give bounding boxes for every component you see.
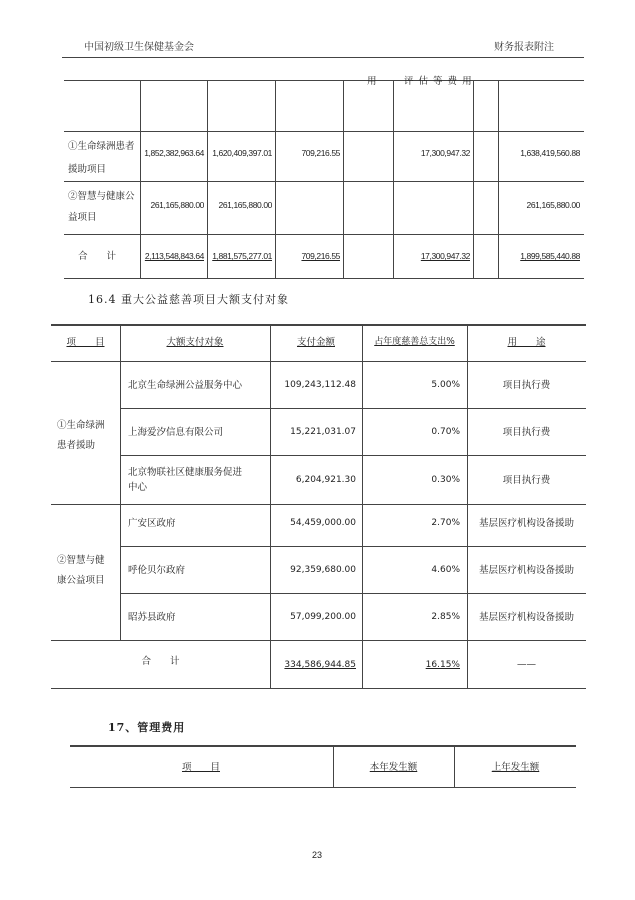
column-header-amount: 支付金额 (296, 337, 335, 348)
divider (120, 546, 586, 547)
column-header-project: 项 目 (66, 337, 105, 348)
divider (64, 181, 584, 182)
payee-name: 呼伦贝尔政府 (128, 565, 186, 576)
divider (51, 504, 586, 505)
payee-name (128, 465, 268, 495)
row-label (68, 139, 140, 177)
project-label-line: 患者援助 (57, 440, 96, 451)
table-cell: 1,620,409,397.01 (212, 148, 272, 158)
row-label-line: ②智慧与健康公 (68, 191, 135, 202)
column-header-prior-year: 上年发生额 (491, 762, 540, 773)
divider (70, 745, 576, 747)
table-cell: 2,113,548,843.64 (144, 251, 204, 261)
payment-amount: 6,204,921.30 (295, 475, 356, 485)
payee-name-line: 北京物联社区健康服务促进 (128, 467, 243, 478)
table-cell: 1,899,585,440.88 (520, 251, 580, 261)
divider (498, 80, 499, 278)
column-header-current-year: 本年发生额 (369, 762, 418, 773)
divider (275, 80, 276, 278)
divider (64, 234, 584, 235)
row-label-line: 益项目 (68, 212, 97, 223)
divider (270, 324, 271, 688)
total-label: 合 计 (78, 251, 117, 262)
table-cell: 1,881,575,277.01 (212, 251, 272, 261)
row-label (68, 189, 140, 225)
payee-name: 广安区政府 (128, 518, 176, 529)
divider (393, 80, 394, 278)
payment-percent: 5.00% (431, 380, 460, 390)
header-divider (62, 57, 584, 58)
divider (51, 640, 586, 641)
payment-use: 基层医疗机构设备援助 (478, 612, 574, 623)
payment-amount: 109,243,112.48 (284, 380, 356, 390)
payment-amount: 57,099,200.00 (290, 612, 356, 622)
divider (51, 688, 586, 689)
table-cell: 1,638,419,560.88 (520, 148, 580, 158)
table-cell: 17,300,947.32 (420, 148, 470, 158)
divider (120, 455, 586, 456)
payment-use: 项目执行费 (502, 427, 551, 438)
column-header-use: 用 途 (507, 337, 546, 348)
payment-percent: 4.60% (431, 565, 460, 575)
payment-amount: 15,221,031.07 (290, 427, 356, 437)
divider (51, 324, 586, 326)
divider (51, 361, 586, 362)
column-header-fragment: 用 (367, 76, 377, 87)
project-label-line: ①生命绿洲 (57, 420, 105, 431)
column-header-payee: 大额支付对象 (166, 337, 224, 348)
divider (120, 324, 121, 640)
divider (64, 131, 584, 132)
total-use: —— (517, 659, 536, 670)
payment-percent: 2.70% (431, 518, 460, 528)
column-header-fragment: 评 估 等 费 用 (404, 76, 473, 87)
section-heading: 16.4 重大公益慈善项目大额支付对象 (88, 293, 289, 306)
row-label-line: ①生命绿洲患者 (68, 141, 135, 152)
total-label: 合 计 (141, 656, 180, 667)
table-cell: 17,300,947.32 (420, 251, 470, 261)
header-doc-section: 财务报表附注 (494, 42, 554, 53)
divider (64, 80, 584, 81)
project-label (57, 418, 119, 453)
payment-use: 项目执行费 (502, 475, 551, 486)
total-amount: 334,586,944.85 (284, 660, 356, 670)
header-org-name: 中国初级卫生保健基金会 (84, 42, 194, 53)
divider (343, 80, 344, 278)
table-cell: 261,165,880.00 (150, 200, 204, 210)
payment-use: 项目执行费 (502, 380, 551, 391)
payee-name: 上海爱汐信息有限公司 (128, 427, 224, 438)
section-heading: 17、管理费用 (108, 721, 186, 734)
payment-use: 基层医疗机构设备援助 (478, 565, 574, 576)
table-cell: 709,216.55 (301, 251, 340, 261)
divider (70, 787, 576, 788)
divider (140, 80, 141, 278)
column-header-project: 项 目 (181, 762, 220, 773)
table-cell: 709,216.55 (301, 148, 340, 158)
column-header-percent: 占年度慈善总支出% (374, 337, 455, 347)
payment-amount: 92,359,680.00 (290, 565, 356, 575)
divider (64, 278, 584, 279)
payment-percent: 0.70% (431, 427, 460, 437)
row-label-line: 援助项目 (68, 164, 107, 175)
divider (120, 408, 586, 409)
payment-amount: 54,459,000.00 (290, 518, 356, 528)
payment-percent: 2.85% (431, 612, 460, 622)
payee-name-line: 中心 (128, 482, 148, 493)
table-cell: 261,165,880.00 (218, 200, 272, 210)
divider (120, 593, 586, 594)
project-label-line: ②智慧与健 (57, 555, 105, 566)
page-number: 23 (312, 850, 323, 860)
table-cell: 261,165,880.00 (526, 200, 580, 210)
project-label-line: 康公益项目 (57, 575, 105, 586)
payee-name: 昭苏县政府 (128, 612, 176, 623)
divider (207, 80, 208, 278)
payment-percent: 0.30% (431, 475, 460, 485)
divider (362, 324, 363, 688)
divider (473, 80, 474, 278)
table-cell: 1,852,382,963.64 (144, 148, 204, 158)
payee-name: 北京生命绿洲公益服务中心 (128, 380, 243, 391)
project-label (57, 553, 119, 588)
total-percent: 16.15% (425, 660, 460, 670)
payment-use: 基层医疗机构设备援助 (478, 518, 574, 529)
